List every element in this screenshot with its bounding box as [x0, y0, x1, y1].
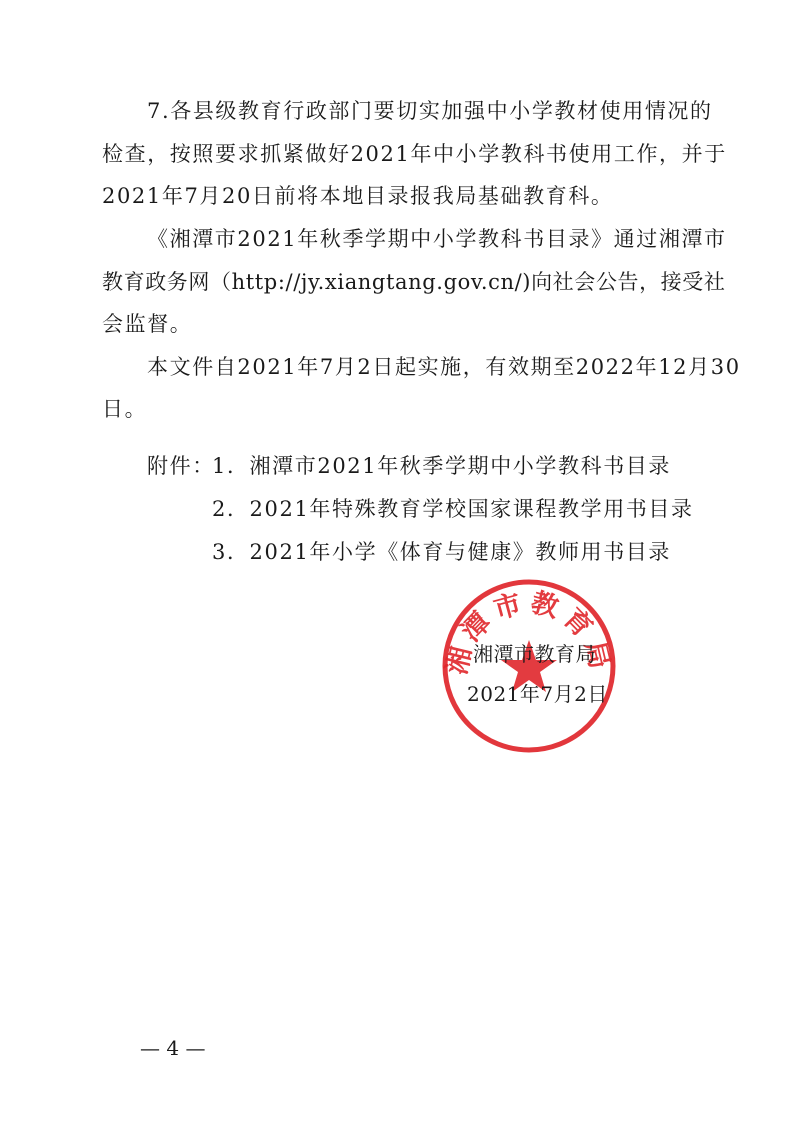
signature-org: 湘潭市教育局: [473, 642, 596, 666]
publish-line1: 《湘潭市2021年秋季学期中小学教科书目录》通过湘潭市: [147, 227, 727, 251]
seal-ring-text: 湘潭市教育局: [441, 587, 617, 678]
effective-line2: 日。: [102, 397, 148, 421]
para7-line1: 7.各县级教育行政部门要切实加强中小学教材使用情况的: [147, 99, 713, 123]
signature-date: 2021年7月2日: [467, 682, 608, 706]
para7-line2: 检查，按照要求抓紧做好2021年中小学教科书使用工作，并于: [102, 142, 727, 166]
publish-line2: 教育政务网（http://jy.xiangtang.gov.cn/)向社会公告，接受社: [102, 270, 726, 294]
publish-line3: 会监督。: [102, 312, 193, 336]
page-number: — 4 —: [140, 1036, 206, 1060]
attachment-item-1: 1．湘潭市2021年秋季学期中小学教科书目录: [212, 454, 672, 478]
attachment-item-3: 3．2021年小学《体育与健康》教师用书目录: [212, 540, 672, 564]
attachments-label: 附件：: [147, 454, 215, 478]
attachment-item-2: 2．2021年特殊教育学校国家课程教学用书目录: [212, 497, 694, 521]
effective-line1: 本文件自2021年7月2日起实施，有效期至2022年12月30: [147, 355, 741, 379]
para7-line3: 2021年7月20日前将本地目录报我局基础教育科。: [102, 184, 614, 208]
